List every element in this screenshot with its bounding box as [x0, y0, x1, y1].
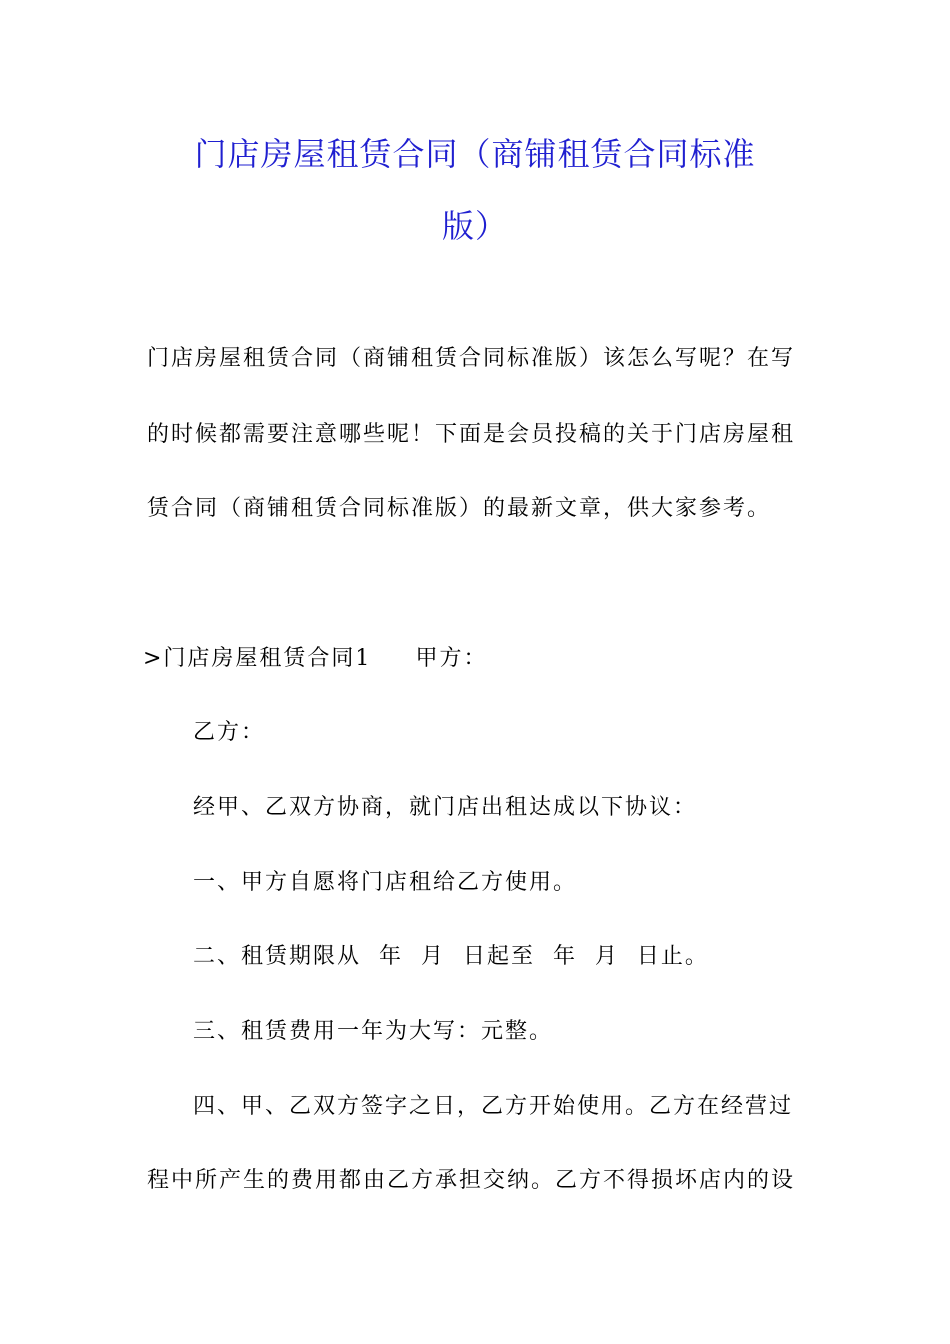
- section-heading-row: [143, 644, 487, 674]
- clause-intro: 经甲、乙双方协商，就门店出租达成以下协议：: [193, 795, 698, 820]
- party-a-label: 甲方：: [415, 646, 488, 671]
- clause-4-continuation: 程中所产生的费用都由乙方承担交纳。乙方不得损坏店内的设: [147, 1168, 796, 1193]
- intro-line-2: 的时候都需要注意哪些呢！下面是会员投稿的关于门店房屋租: [147, 422, 796, 447]
- clause-2: 二、租赁期限从 年 月 日起至 年 月 日止。: [193, 944, 709, 969]
- clause-1: 一、甲方自愿将门店租给乙方使用。: [193, 870, 578, 895]
- clause-4: 四、甲、乙双方签字之日，乙方开始使用。乙方在经营过: [193, 1094, 794, 1119]
- intro-line-1: 门店房屋租赁合同（商铺租赁合同标准版）该怎么写呢？在写: [147, 346, 796, 371]
- party-b-label: 乙方：: [193, 720, 266, 745]
- section-heading: >门店房屋租赁合同1: [143, 646, 372, 671]
- document-title-line-1: 门店房屋租赁合同（商铺租赁合同标准: [194, 135, 756, 173]
- clause-3: 三、租赁费用一年为大写：元整。: [193, 1019, 554, 1044]
- intro-line-3: 赁合同（商铺租赁合同标准版）的最新文章，供大家参考。: [147, 496, 772, 521]
- document-title-line-2: 版）: [441, 207, 508, 245]
